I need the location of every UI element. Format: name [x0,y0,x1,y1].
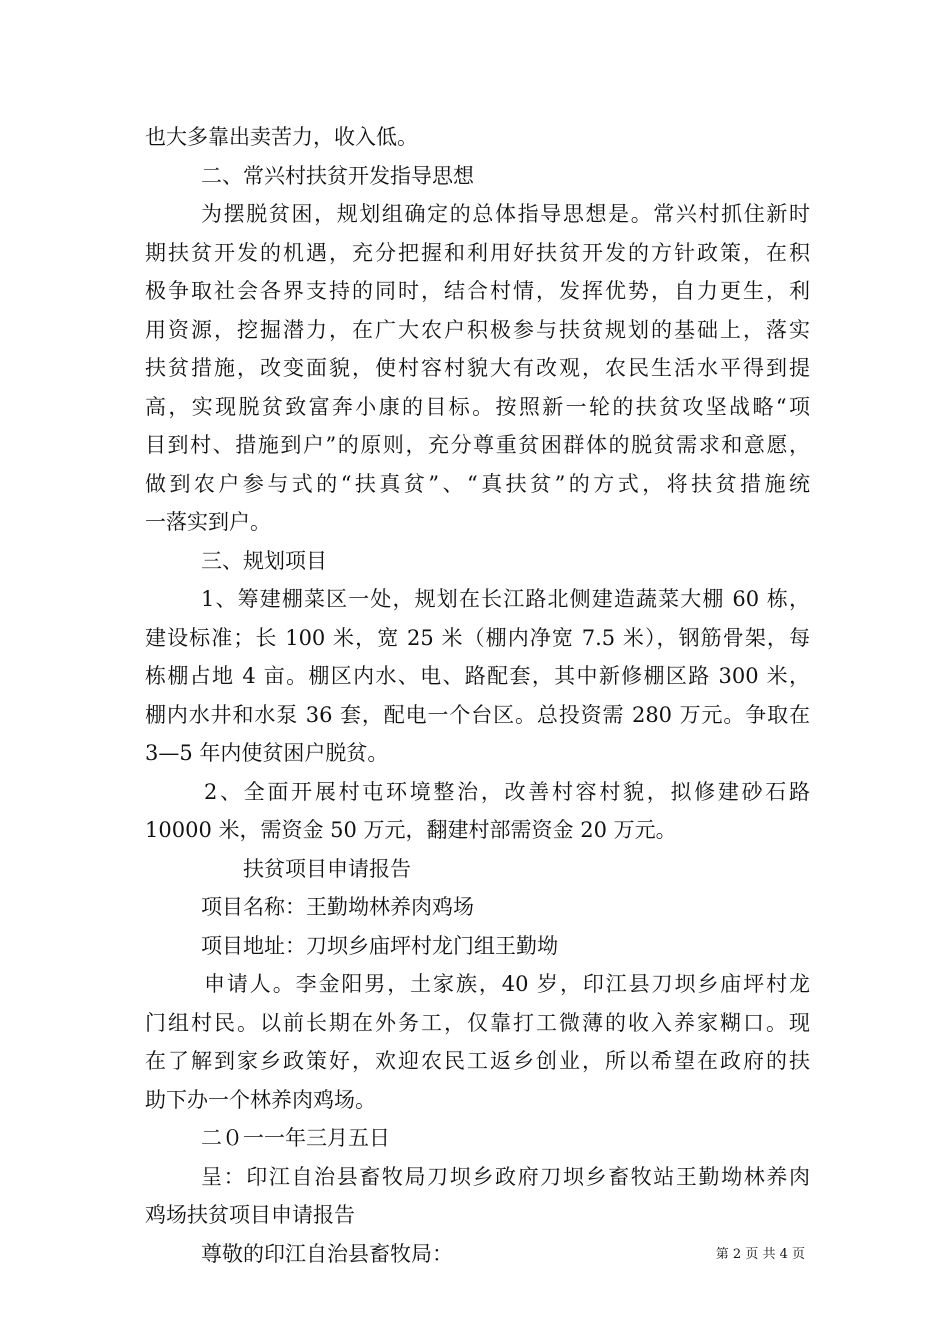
report-date: 二０一一年三月五日 [201,1126,390,1150]
text-line: 扶贫措施，改变面貌，使村容村貌大有改观，农民生活水平得到提 [145,356,810,380]
salutation: 尊敬的印江自治县畜牧局： [201,1241,453,1266]
text-line: 为摆脱贫困，规划组确定的总体指导思想是。常兴村抓住新时 [201,202,810,226]
text-line: 目到村、措施到户”的原则，充分尊重贫困群体的脱贫需求和意愿， [145,433,810,457]
text-line: 也大多靠出卖苦力，收入低。 [145,125,418,149]
text-line: 鸡场扶贫项目申请报告 [145,1203,355,1227]
text-line: 3—5 年内使贫困户脱贫。 [145,741,389,765]
text-line: 用资源，挖掘潜力，在广大农户积极参与扶贫规划的基础上，落实 [145,317,810,342]
text-line: 2、全面开展村屯环境整治，改善村容村貌，拟修建砂石路 [204,779,810,804]
section-heading: 二、常兴村扶贫开发指导思想 [201,163,474,188]
text-line: 10000 米，需资金 50 万元，翻建村部需资金 20 万元。 [145,818,677,842]
text-line: 门组村民。以前长期在外务工，仅靠打工微薄的收入养家糊口。现 [145,1010,810,1035]
submission-line: 呈：印江自治县畜牧局刀坝乡政府刀坝乡畜牧站王勤坳林养肉 [201,1164,810,1189]
report-title: 扶贫项目申请报告 [243,856,411,881]
page-number: 第 2 页 共 4 页 [715,1247,805,1262]
applicant-line: 申请人。李金阳男，土家族，40 岁，印江县刀坝乡庙坪村龙 [204,972,810,996]
text-line: 做到农户参与式的“扶真贫”、“真扶贫”的方式，将扶贫措施统 [145,471,810,496]
text-line: 栋棚占地 4 亩。棚区内水、电、路配套，其中新修棚区路 300 米， [145,664,810,688]
project-address: 项目地址：刀坝乡庙坪村龙门组王勤坳 [201,933,558,958]
text-line: 期扶贫开发的机遇，充分把握和利用好扶贫开发的方针政策，在积 [145,240,810,265]
text-line: 极争取社会各界支持的同时，结合村情，发挥优势，自力更生，利 [145,279,810,303]
text-line: 建设标准；长 100 米，宽 25 米（棚内净宽 7.5 米），钢筋骨架，每 [145,625,810,650]
text-line: 一落实到户。 [145,510,271,534]
text-line: 在了解到家乡政策好，欢迎农民工返乡创业，所以希望在政府的扶 [145,1049,810,1073]
text-line: 助下办一个林养肉鸡场。 [145,1087,376,1112]
text-line: 1、筹建棚菜区一处，规划在长江路北侧建造蔬菜大棚 60 栋， [201,587,810,611]
text-line: 棚内水井和水泵 36 套，配电一个台区。总投资需 280 万元。争取在 [145,702,810,727]
text-line: 高，实现脱贫致富奔小康的目标。按照新一轮的扶贫攻坚战略“项 [145,394,810,419]
section-heading: 三、规划项目 [201,548,327,573]
project-name: 项目名称：王勤坳林养肉鸡场 [201,895,474,919]
document-body [145,118,810,1273]
